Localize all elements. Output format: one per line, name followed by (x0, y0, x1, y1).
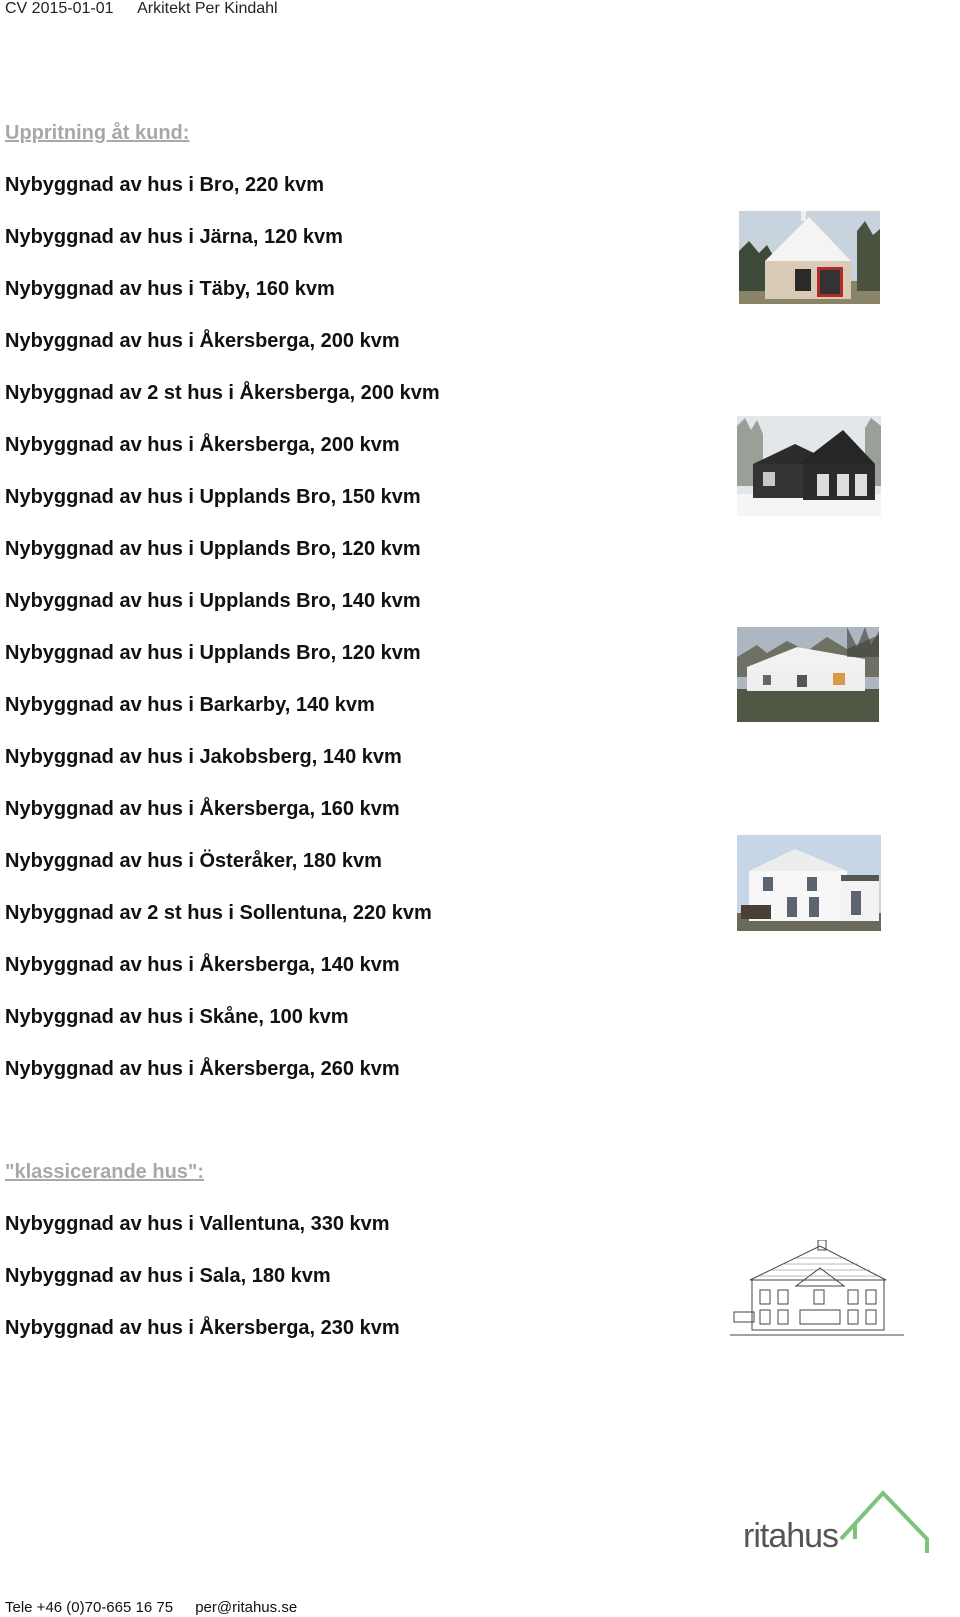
section-title-uppritning: Uppritning åt kund: (5, 122, 190, 144)
list-item: Nybyggnad av hus i Upplands Bro, 120 kvm (5, 538, 421, 560)
email-address: per@ritahus.se (195, 1599, 298, 1616)
list-item: Nybyggnad av hus i Bro, 220 kvm (5, 174, 324, 196)
page-header (5, 0, 298, 18)
list-item: Nybyggnad av hus i Upplands Bro, 120 kvm (5, 642, 421, 664)
house-photo-white-gable (739, 211, 880, 304)
house-sketch-classical (730, 1240, 904, 1340)
logo-text: ritahus (743, 1517, 839, 1555)
list-item: Nybyggnad av hus i Åkersberga, 230 kvm (5, 1317, 400, 1339)
list-item: Nybyggnad av hus i Åkersberga, 140 kvm (5, 954, 400, 976)
list-item: Nybyggnad av hus i Barkarby, 140 kvm (5, 694, 375, 716)
house-photo-white-long (737, 627, 879, 722)
list-item: Nybyggnad av hus i Vallentuna, 330 kvm (5, 1213, 390, 1235)
list-item: Nybyggnad av hus i Järna, 120 kvm (5, 226, 343, 248)
section-title-klassicerande: "klassicerande hus": (5, 1161, 205, 1183)
list-item: Nybyggnad av hus i Upplands Bro, 140 kvm (5, 590, 421, 612)
list-item: Nybyggnad av 2 st hus i Sollentuna, 220 kvm (5, 902, 432, 924)
list-item: Nybyggnad av hus i Åkersberga, 260 kvm (5, 1058, 400, 1080)
house-photo-black-winter (737, 416, 881, 516)
list-item: Nybyggnad av hus i Täby, 160 kvm (5, 278, 335, 300)
list-item: Nybyggnad av hus i Upplands Bro, 150 kvm (5, 486, 421, 508)
list-item: Nybyggnad av hus i Sala, 180 kvm (5, 1265, 331, 1287)
list-item: Nybyggnad av hus i Åkersberga, 160 kvm (5, 798, 400, 820)
list-item: Nybyggnad av hus i Österåker, 180 kvm (5, 850, 382, 872)
phone-number: Tele +46 (0)70-665 16 75 (5, 1599, 174, 1616)
list-item: Nybyggnad av hus i Skåne, 100 kvm (5, 1006, 349, 1028)
cv-date: CV 2015-01-01 (5, 0, 114, 17)
ritahus-logo (735, 1485, 945, 1580)
list-item: Nybyggnad av hus i Åkersberga, 200 kvm (5, 434, 400, 456)
architect-name: Arkitekt Per Kindahl (137, 0, 278, 17)
page-footer (5, 1599, 297, 1616)
list-item: Nybyggnad av hus i Åkersberga, 200 kvm (5, 330, 400, 352)
list-item: Nybyggnad av hus i Jakobsberg, 140 kvm (5, 746, 402, 768)
list-item: Nybyggnad av 2 st hus i Åkersberga, 200 kvm (5, 382, 440, 404)
house-photo-white-modern (737, 835, 881, 931)
